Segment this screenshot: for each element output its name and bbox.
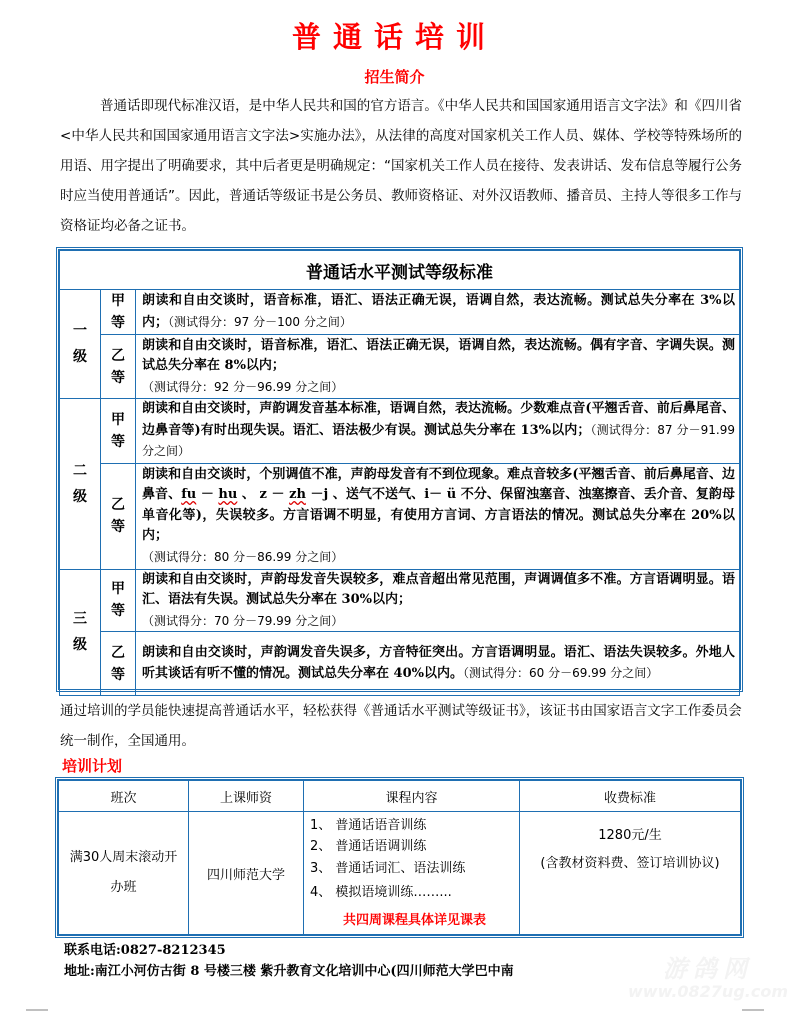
courses-cell (304, 812, 520, 935)
class-cell (59, 812, 189, 935)
grade-text: 甲等 (111, 581, 125, 620)
grade-text: 乙等 (111, 644, 125, 683)
section-title-plan: 培训计划 (62, 757, 123, 775)
pinyin-zh: zh (289, 487, 306, 503)
pinyin-dash: － (196, 487, 219, 503)
level-text: 一级 (73, 323, 87, 365)
standard-table-title: 普通话水平测试等级标准 (60, 251, 740, 290)
course-note: 共四周课程具体详见课表 (342, 912, 486, 928)
table-row (60, 569, 740, 632)
header-cell-fee: 收费标准 (520, 781, 741, 812)
grade-label (101, 335, 136, 399)
level-text: 三级 (73, 611, 87, 654)
table-row (60, 399, 740, 464)
level-standard-table (56, 247, 743, 692)
grade-description (136, 290, 740, 335)
table-row (60, 290, 740, 335)
table-row (60, 335, 740, 399)
header-cell-class: 班次 (59, 781, 189, 812)
score-range: （测试得分：92 分－96.99 分之间） (142, 379, 344, 394)
description-text: 朗读和自由交谈时，个别调值不准，声韵母发音有不到位现象。难点音较多(平翘舌音、前后鼻尾音、边鼻音、 (142, 466, 735, 503)
level-text: 二级 (73, 462, 87, 505)
fee-amount: 1280元/生 (598, 828, 662, 843)
grade-label (101, 569, 136, 632)
score-range: （测试得分：60 分－69.99 分之间） (462, 666, 659, 680)
watermark (628, 955, 788, 1001)
grade-description (136, 335, 740, 399)
intro-paragraph: 普通话即现代标准汉语，是中华人民共和国的官方语言。《中华人民共和国国家通用语言文字法》和《四川省<中华人民共和国国家通用语言文字法>实施办法》，从法律的高度对国家机关工作人员、媒体、学校等特殊场所的用语、用字提出了明确要求，其中后者更是明确规定：“国家机关工作人员在接待、发表讲话、发布信息等履行公务时应当使用普通话”。因此，普通话等级证书是公务员、教师资格证、对外汉语教师、播音员、主持人等很多工作与资格证均必备之证书。 (60, 98, 742, 234)
class-line: 满30人周末滚动开 (69, 850, 178, 865)
course-item: 2、 普通话语调训练 (310, 839, 427, 855)
grade-description (136, 632, 740, 696)
table-row (60, 463, 740, 569)
grade-label (101, 463, 136, 569)
contact-address: 地址:南江小河仿古街 8 号楼三楼 紫升教育文化培训中心(四川师范大学巴中南 (64, 964, 514, 979)
page-corner-mark-left (26, 1009, 48, 1011)
course-item: 3、 普通话词汇、语法训练 (310, 860, 466, 876)
level-label (60, 290, 101, 399)
table-row (59, 812, 741, 935)
grade-text: 甲等 (111, 411, 125, 450)
fee-cell (520, 812, 741, 935)
description-text: 朗读和自由交谈时，声韵母发音失误较多，难点音超出常见范围，声调调值多不准。方言语调明显。语汇、语法有失误。测试总失分率在 30%以内； (142, 571, 735, 607)
class-line: 办班 (110, 880, 137, 895)
grade-label (101, 399, 136, 464)
grade-label (101, 632, 136, 696)
score-range: （测试得分：97 分－100 分之间） (168, 314, 352, 329)
fee-note: (含教材资料费、签订培训协议) (540, 856, 720, 871)
grade-description (136, 399, 740, 464)
level-label (60, 569, 101, 696)
contact-phone: 联系电话:0827-8212345 (64, 943, 226, 958)
pinyin-fu: fu (181, 487, 197, 503)
pinyin-hu: hu (218, 487, 238, 503)
grade-label (101, 290, 136, 335)
teacher-cell: 四川师范大学 (189, 812, 304, 935)
grade-text: 甲等 (111, 293, 125, 331)
course-item: 4、 模拟语境训练……... (310, 885, 452, 901)
description-text: 朗读和自由交谈时，声韵调发音基本标准，语调自然，表达流畅。少数难点音(平翘舌音、前后鼻尾音、边鼻音等)有时出现失误。语汇、语法极少有误。测试总失分率在 13%以内； (142, 401, 735, 438)
training-plan-table (55, 777, 744, 938)
description-text: 朗读和自由交谈时，声韵调发音失误多，方音特征突出。方言语调明显。语汇、语法失误较多。外地人听其谈话有听不懂的情况。测试总失分率在 40%以内。 (142, 644, 735, 681)
score-range: （测试得分：70 分－79.99 分之间） (142, 613, 344, 628)
grade-description (136, 463, 740, 569)
score-range: （测试得分：80 分－86.99 分之间） (142, 549, 344, 564)
outro-paragraph: 通过培训的学员能快速提高普通话水平，轻松获得《普通话水平测试等级证书》，该证书由国家语言文字工作委员会统一制作，全国通用。 (60, 703, 742, 749)
watermark-url: www.0827ug.com (628, 982, 788, 1001)
description-text: 朗读和自由交谈时，语音标准，语汇、语法正确无误，语调自然，表达流畅。偶有字音、字调失误。测试总失分率在 8%以内； (142, 337, 735, 374)
grade-text: 乙等 (111, 497, 125, 535)
grade-description (136, 569, 740, 632)
course-item: 1、 普通话语音训练 (310, 817, 427, 833)
table-row (60, 632, 740, 696)
description-text: 朗读和自由交谈时，语音标准，语汇、语法正确无误，语调自然，表达流畅。测试总失分率在 3%以内； (142, 293, 735, 330)
page-corner-mark-right (742, 1009, 764, 1011)
description-text: －j 、送气不送气、i－ ü 不分、保留浊塞音、浊塞擦音、丢介音、复韵母单音化等)，失误较多。方言语调不明显，有使用方言词、方言语法的情况。测试总失分率在 20%以内； (142, 487, 735, 544)
header-cell-teacher: 上课师资 (189, 781, 304, 812)
watermark-name: 游鸽网 (663, 955, 753, 983)
page-title: 普通话培训 (291, 20, 497, 54)
pinyin-z: 、 z － (237, 487, 290, 503)
level-label (60, 399, 101, 570)
table-header-row (59, 781, 741, 812)
grade-text: 乙等 (111, 347, 125, 386)
score-range: （测试得分：87 分－91.99分之间） (142, 422, 735, 458)
section-title-enrollment: 招生简介 (364, 68, 425, 86)
header-cell-courses: 课程内容 (304, 781, 520, 812)
